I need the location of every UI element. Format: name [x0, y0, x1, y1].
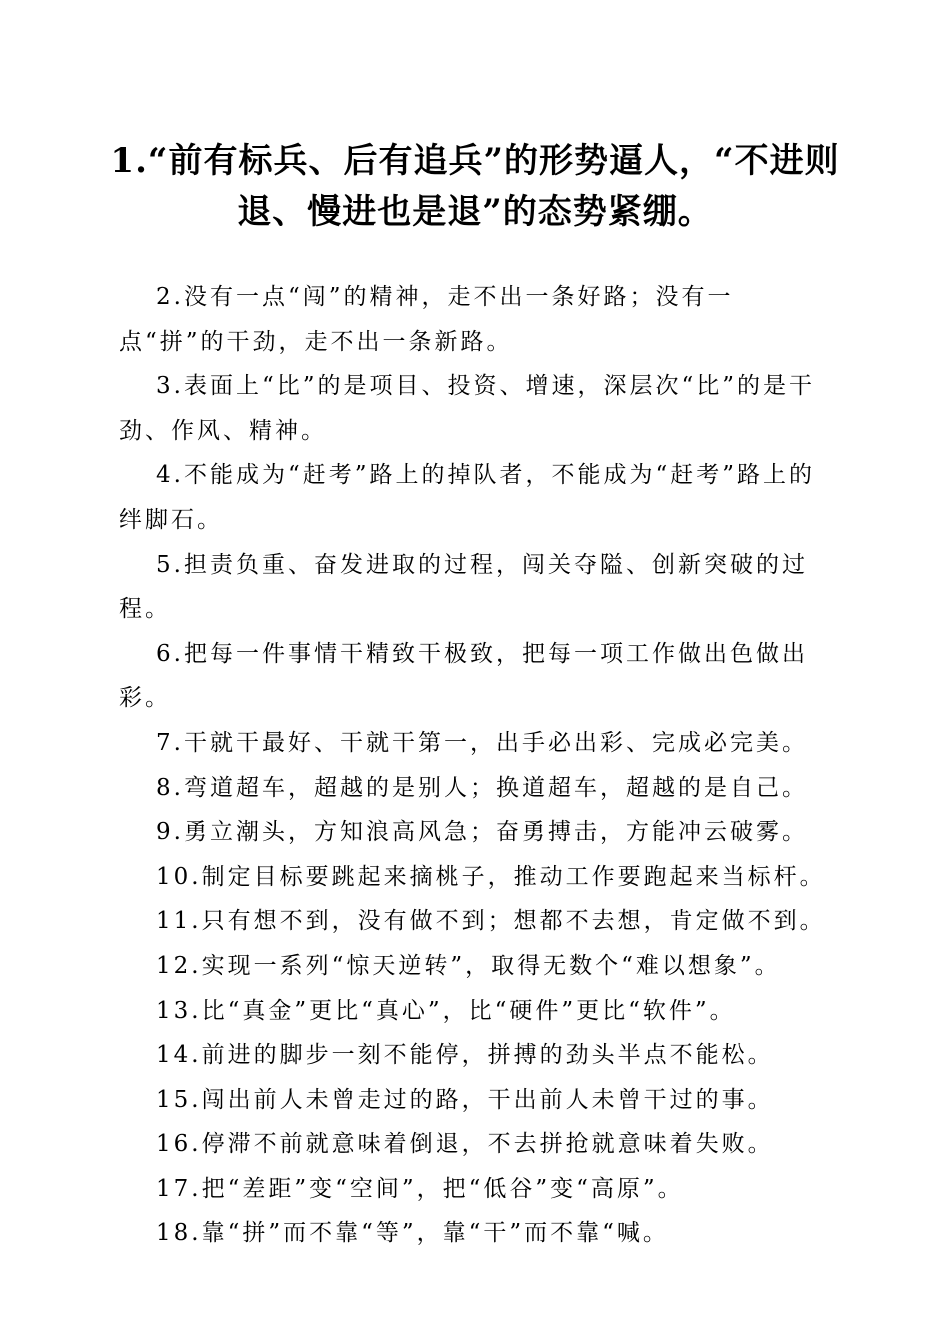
- list-item: 3.表面上“比”的是项目、投资、增速，深层次“比”的是干劲、作风、精神。: [119, 373, 815, 444]
- list-item: 12.实现一系列“惊天逆转”，取得无数个“难以想象”。: [156, 952, 781, 979]
- list-item: 13.比“真金”更比“真心”，比“硬件”更比“软件”。: [156, 997, 736, 1024]
- list-item: 7.干就干最好、干就干第一，出手必出彩、完成必完美。: [156, 729, 808, 756]
- list-item: 17.把“差距”变“空间”，把“低谷”变“高原”。: [156, 1175, 684, 1202]
- list-item: 2.没有一点“闯”的精神，走不出一条好路；没有一点“拼”的干劲，走不出一条新路。: [119, 284, 734, 355]
- list-item: 4.不能成为“赶考”路上的掉队者，不能成为“赶考”路上的绊脚石。: [119, 462, 815, 533]
- list-item: 14.前进的脚步一刻不能停，拼搏的劲头半点不能松。: [156, 1042, 774, 1069]
- list-item: 11.只有想不到，没有做不到；想都不去想，肯定做不到。: [156, 908, 826, 935]
- list-item: 9.勇立潮头，方知浪高风急；奋勇搏击，方能冲云破雾。: [156, 819, 808, 846]
- list-item: 5.担责负重、奋发进取的过程，闯关夺隘、创新突破的过程。: [119, 551, 808, 623]
- list-item: 15.闯出前人未曾走过的路，干出前人未曾干过的事。: [156, 1086, 774, 1113]
- sentence-list: [119, 275, 839, 1256]
- list-item: 16.停滞不前就意味着倒退，不去拼抢就意味着失败。: [156, 1131, 774, 1158]
- list-item: 10.制定目标要跳起来摘桃子，推动工作要跑起来当标杆。: [156, 863, 826, 890]
- list-item: 6.把每一件事情干精致干极致，把每一项工作做出色做出彩。: [119, 640, 808, 712]
- document-title: 1.“前有标兵、后有追兵”的形势逼人，“不进则退、慢进也是退”的态势紧绷。: [110, 141, 840, 232]
- list-item: 8.弯道超车，超越的是别人；换道超车，超越的是自己。: [156, 774, 808, 801]
- list-item: 18.靠“拼”而不靠“等”，靠“干”而不靠“喊。: [156, 1220, 669, 1247]
